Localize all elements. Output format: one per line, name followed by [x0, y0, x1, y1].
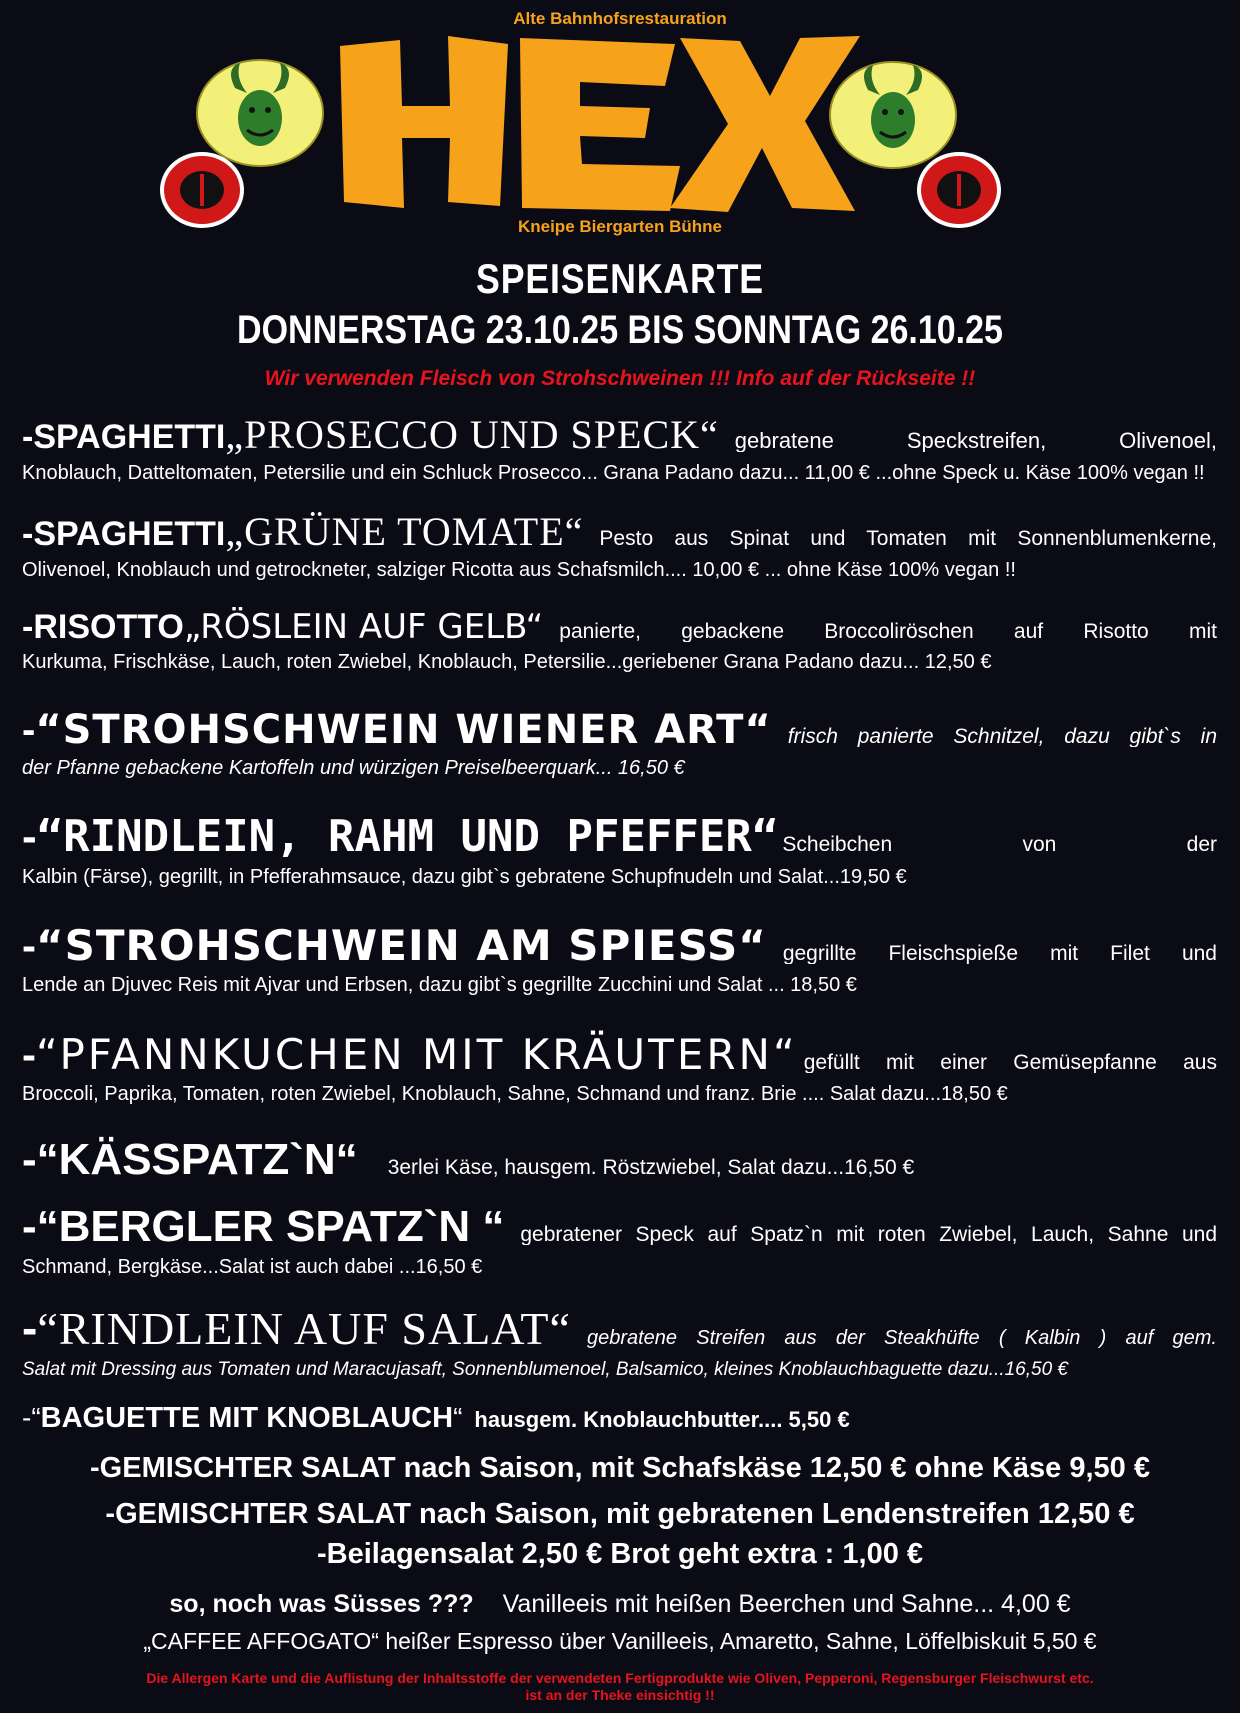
item-description: gegrillte Fleischspieße mit Filet und [782, 943, 1217, 964]
item-description: hausgem. Knoblauchbutter.... 5,50 € [474, 1407, 850, 1432]
item-description-cont: der Pfanne gebackene Kartoffeln und würzigen Preiselbeerquark... 16,50 € [22, 758, 685, 778]
item-prefix: - [22, 1135, 37, 1184]
item-prefix: - [22, 708, 36, 752]
item-name: „PROSECCO UND SPECK“ [225, 412, 719, 457]
item-name: “STROHSCHWEIN AM SPIESS“ [36, 921, 767, 970]
item-name: “PFANNKUCHEN MIT KRÄUTERN“ [36, 1030, 798, 1079]
item-description: gefüllt mit einer Gemüsepfanne aus [803, 1052, 1217, 1073]
mixed-salad-loin-strips: -GEMISCHTER SALAT nach Saison, mit gebratenen Lendenstreifen 12,50 € [105, 1498, 1135, 1530]
item-description: Scheibchen von der [782, 834, 1217, 855]
item-name: “STROHSCHWEIN WIENER ART“ [35, 707, 772, 753]
item-description: Pesto aus Spinat und Tomaten mit Sonnenblumenkerne, [599, 528, 1217, 549]
item-prefix: - [22, 1202, 37, 1251]
item-description-cont: Kalbin (Färse), gegrillt, in Pfefferahmsauce, dazu gibt`s gebratene Schupfnudeln und Salat...19,50 € [22, 867, 907, 887]
item-name: BAGUETTE MIT KNOBLAUCH [40, 1402, 454, 1434]
allergen-notice [0, 1670, 1240, 1704]
item-description-cont: Olivenoel, Knoblauch und getrockneter, salziger Ricotta aus Schafsmilch.... 10,00 € ... ohne Käse 100% vegan !! [22, 560, 1016, 580]
item-description: gebratene Speckstreifen, Olivenoel, [734, 430, 1217, 452]
item-description-cont: Lende an Djuvec Reis mit Ajvar und Erbsen, dazu gibt`s gegrillte Zucchini und Salat ... 18,50 € [22, 975, 857, 995]
item-name: “RINDLEIN AUF SALAT“ [37, 1303, 571, 1354]
item-prefix: - [22, 812, 37, 861]
menu-item [22, 1302, 1217, 1379]
item-description: frisch panierte Schnitzel, dazu gibt`s in [787, 726, 1217, 747]
header [0, 0, 1240, 250]
menu-item [22, 412, 1217, 483]
item-description: gebratener Speck auf Spatz`n mit roten Zwiebel, Lauch, Sahne und [520, 1224, 1217, 1245]
menu-item [22, 509, 1217, 580]
dessert-line [0, 1590, 1240, 1619]
item-description-cont: Broccoli, Paprika, Tomaten, roten Zwiebel, Knoblauch, Sahne, Schmand und franz. Brie .... Salat dazu...18,50 € [22, 1084, 1008, 1104]
menu-item [22, 1202, 1217, 1277]
side-salad: -Beilagensalat 2,50 € Brot geht extra : 1,00 € [316, 1538, 924, 1570]
dessert-lead: so, noch was Süsses ??? [169, 1590, 474, 1618]
item-prefix: - [22, 1031, 36, 1078]
page-title: SPEISENKARTE [476, 255, 764, 302]
item-name: “RINDLEIN, RAHM UND PFEFFER“ [36, 811, 779, 862]
item-description-cont: Knoblauch, Datteltomaten, Petersilie und ein Schluck Prosecco... Grana Padano dazu... 11,00 € ...ohne Speck u. Käse 100% vegan !! [22, 463, 1205, 483]
menu-item-baguette [22, 1404, 1217, 1433]
item-name: „GRÜNE TOMATE“ [225, 509, 584, 554]
item-description-cont: Kurkuma, Frischkäse, Lauch, roten Zwiebel, Knoblauch, Petersilie...geriebener Grana Padano dazu... 12,50 € [22, 652, 992, 672]
restaurant-subtitle: Alte Bahnhofsrestauration [513, 9, 727, 28]
item-name: “KÄSSPATZ`N“ [36, 1135, 358, 1184]
menu-item [22, 707, 1217, 778]
mixed-salad-sheep-cheese: -GEMISCHTER SALAT nach Saison, mit Schafskäse 12,50 € ohne Käse 9,50 € [90, 1452, 1150, 1484]
item-description: gebratene Streifen aus der Steakhüfte ( Kalbin ) auf gem. [586, 1328, 1217, 1348]
item-prefix: -SPAGHETTI [22, 515, 226, 553]
item-prefix: - [22, 1302, 38, 1354]
item-prefix: -RISOTTO [22, 608, 184, 646]
menu-item [22, 921, 1217, 995]
dessert-description: Vanilleeis mit heißen Beerchen und Sahne... 4,00 € [502, 1590, 1071, 1618]
item-description: 3erlei Käse, hausgem. Röstzwiebel, Salat dazu...16,50 € [387, 1156, 915, 1179]
notice-text: Wir verwenden Fleisch von Strohschweinen !!! Info auf der Rückseite !! [264, 367, 976, 390]
item-name: “BERGLER SPATZ`N “ [36, 1202, 505, 1251]
menu-item [22, 811, 1217, 887]
menu-item [22, 607, 1217, 672]
date-range: DONNERSTAG 23.10.25 BIS SONNTAG 26.10.25 [237, 308, 1003, 352]
menu-item [22, 1135, 1217, 1184]
item-suffix: “ [453, 1402, 463, 1433]
allergen-notice-line2: ist an der Theke einsichtig !! [525, 1687, 715, 1703]
hex-logo [330, 26, 860, 216]
menu-item [22, 1030, 1217, 1104]
restaurant-tagline: Kneipe Biergarten Bühne [517, 217, 723, 236]
allergen-notice-line1: Die Allergen Karte und die Auflistung der Inhaltsstoffe der verwendeten Fertigprodukte wie Oliven, Pepperoni, Regensburger Fleischwurst etc. [146, 1670, 1094, 1686]
item-description-cont: Schmand, Bergkäse...Salat ist auch dabei ...16,50 € [22, 1257, 483, 1277]
item-prefix: -SPAGHETTI [22, 418, 226, 456]
item-description: panierte, gebackene Broccoliröschen auf Risotto mit [559, 621, 1217, 642]
item-prefix: - [22, 922, 36, 969]
item-name: „RÖSLEIN AUF GELB“ [183, 607, 544, 647]
item-description-cont: Salat mit Dressing aus Tomaten und Maracujasaft, Sonnenblumenoel, Balsamico, kleines Knoblauchbaguette dazu...16,50 € [22, 1360, 1068, 1379]
item-prefix: -“ [22, 1402, 41, 1433]
affogato-line: „CAFFEE AFFOGATO“ heißer Espresso über Vanilleeis, Amaretto, Sahne, Löffelbiskuit 5,50 € [143, 1628, 1097, 1654]
